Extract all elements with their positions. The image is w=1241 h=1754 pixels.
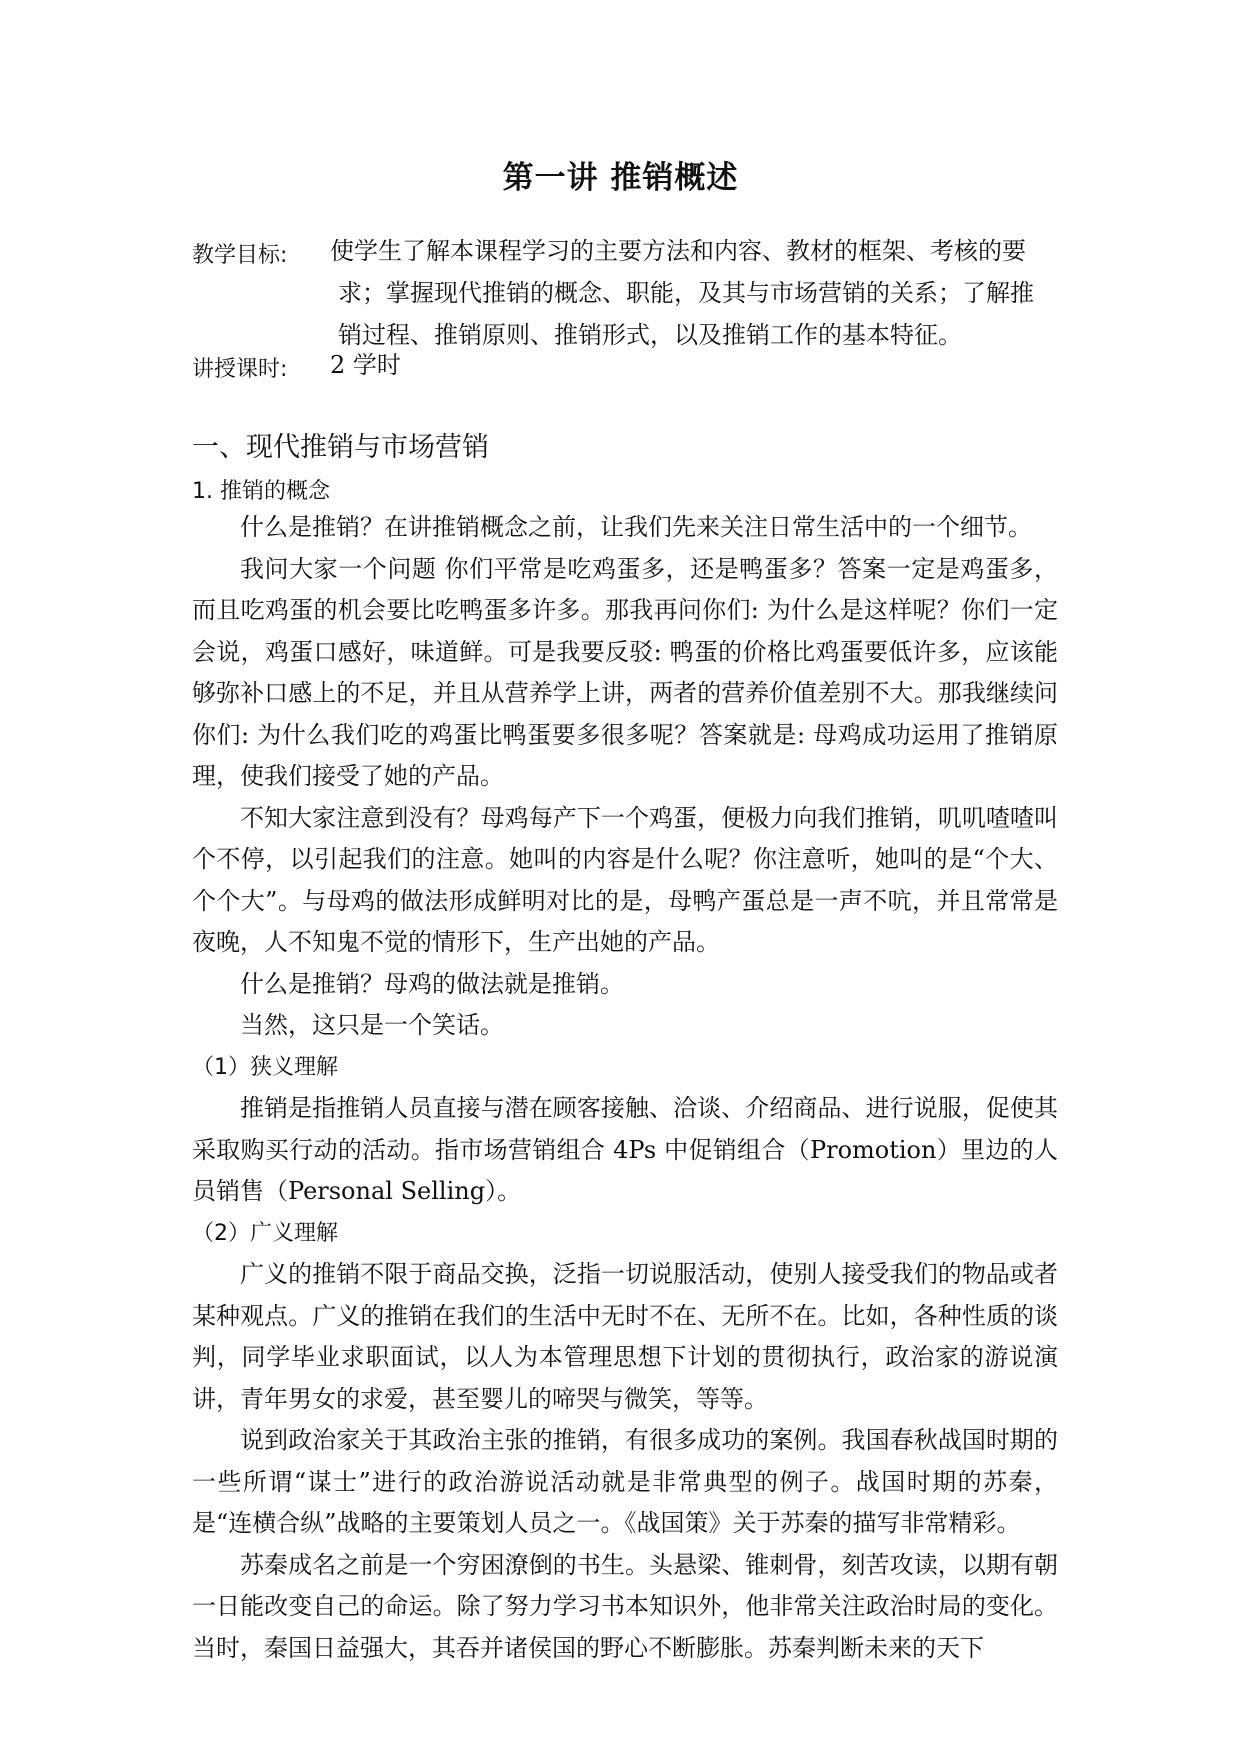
paragraph: 苏秦成名之前是一个穷困潦倒的书生。头悬梁、锥刺骨，刻苦攻读，以期有朝一日能改变自己的命运。除了努力学习书本知识外，他非常关注政治时局的变化。当时，秦国日益强大，其吞并诸侯国的野心不断膨胀。苏秦判断未来的天下 <box>192 1550 1058 1662</box>
objectives-label: 教学目标: <box>192 243 288 268</box>
objectives-line: 使学生了解本课程学习的主要方法和内容、教材的框架、考核的要 <box>330 237 1026 265</box>
hours-label: 讲授课时: <box>192 357 288 382</box>
paragraph: 我问大家一个问题 你们平常是吃鸡蛋多，还是鸭蛋多？答案一定是鸡蛋多，而且吃鸡蛋的机会要比吃鸭蛋多许多。那我再问你们: 为什么是这样呢？你们一定会说，鸡蛋口感好，味道鲜。可是我要反驳: 鸭蛋的价格比鸡蛋要低许多，应该能够弥补口感上的不足，并且从营养学上讲，两者的营养价值差别不大。那我继续问你们: 为什么我们吃的鸡蛋比鸭蛋要多很多呢？答案就是: 母鸡成功运用了推销原理，使我们接受了她的产品。 <box>192 554 1058 790</box>
paragraph: 当然，这只是一个笑话。 <box>240 1011 504 1039</box>
objectives-line: 销过程、推销原则、推销形式，以及推销工作的基本特征。 <box>338 321 962 349</box>
subsection-heading: 1. 推销的概念 <box>192 479 330 504</box>
objectives-line: 求；掌握现代推销的概念、职能，及其与市场营销的关系；了解推 <box>338 279 1034 307</box>
section-heading: 一、现代推销与市场营销 <box>192 432 489 463</box>
sub-heading: （1）狭义理解 <box>192 1054 338 1080</box>
paragraph: 说到政治家关于其政治主张的推销，有很多成功的案例。我国春秋战国时期的一些所谓“谋士”进行的政治游说活动就是非常典型的例子。战国时期的苏秦，是“连横合纵”战略的主要策划人员之一。《战国策》关于苏秦的描写非常精彩。 <box>192 1426 1058 1537</box>
paragraph: 什么是推销？在讲推销概念之前，让我们先来关注日常生活中的一个细节。 <box>240 513 1032 541</box>
paragraph: 广义的推销不限于商品交换，泛指一切说服活动，使别人接受我们的物品或者某种观点。广义的推销在我们的生活中无时不在、无所不在。比如，各种性质的谈判，同学毕业求职面试，以人为本管理思想下计划的贯彻执行，政治家的游说演讲，青年男女的求爱，甚至婴儿的啼哭与微笑，等等。 <box>192 1260 1058 1413</box>
sub-heading: （2）广义理解 <box>192 1220 338 1246</box>
paragraph: 什么是推销？母鸡的做法就是推销。 <box>240 969 624 998</box>
paragraph: 不知大家注意到没有？母鸡每产下一个鸡蛋，便极力向我们推销，叽叽喳喳叫个不停，以引起我们的注意。她叫的内容是什么呢？你注意听，她叫的是“个大、个个大”。与母鸡的做法形成鲜明对比的是，母鸭产蛋总是一声不吭，并且常常是夜晚，人不知鬼不觉的情形下，生产出她的产品。 <box>192 803 1058 956</box>
page-title: 第一讲 推销概述 <box>502 160 739 196</box>
paragraph: 推销是指推销人员直接与潜在顾客接触、洽谈、介绍商品、进行说服，促使其采取购买行动的活动。指市场营销组合 4Ps 中促销组合（Promotion）里边的人员销售（Personal Selling）。 <box>192 1094 1058 1205</box>
body-text <box>192 507 1058 1669</box>
hours-value: 2 学时 <box>330 351 401 379</box>
objectives-text <box>330 230 1058 356</box>
